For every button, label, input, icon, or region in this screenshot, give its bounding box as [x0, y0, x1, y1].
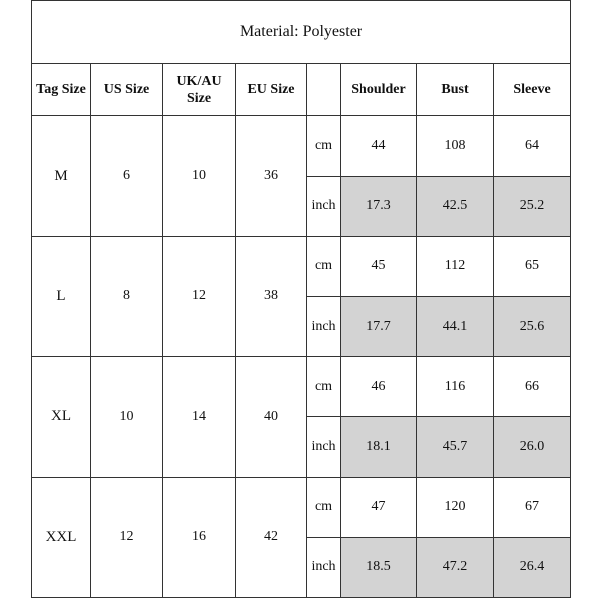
unit-cm-cell: cm	[307, 236, 341, 296]
shoulder-inch-cell: 18.1	[341, 417, 417, 477]
header-eu-size: EU Size	[236, 64, 307, 116]
header-uk-au-size	[163, 64, 236, 116]
unit-cm-cell: cm	[307, 357, 341, 417]
shoulder-cm-cell: 46	[341, 357, 417, 417]
tag-size-cell: XL	[32, 357, 91, 477]
bust-cm-cell: 120	[417, 477, 494, 537]
uk-size-cell: 12	[163, 236, 236, 356]
us-size-cell: 12	[91, 477, 163, 598]
bust-cm-cell: 116	[417, 357, 494, 417]
tag-size-cell: XXL	[32, 477, 91, 598]
bust-inch-cell: 47.2	[417, 537, 494, 597]
size-row-m-cm	[32, 116, 571, 176]
tag-size-cell: M	[32, 116, 91, 236]
bust-cm-cell: 112	[417, 236, 494, 296]
eu-size-cell: 40	[236, 357, 307, 477]
shoulder-inch-cell: 17.7	[341, 296, 417, 356]
sleeve-inch-cell: 26.4	[494, 537, 571, 597]
header-unit	[307, 64, 341, 116]
sleeve-inch-cell: 26.0	[494, 417, 571, 477]
size-row-l-cm	[32, 236, 571, 296]
unit-inch-cell: inch	[307, 296, 341, 356]
sleeve-inch-cell: 25.2	[494, 176, 571, 236]
shoulder-inch-cell: 18.5	[341, 537, 417, 597]
unit-cm-cell: cm	[307, 116, 341, 176]
tag-size-cell: L	[32, 236, 91, 356]
size-chart-table	[31, 0, 571, 598]
header-shoulder: Shoulder	[341, 64, 417, 116]
material-title: Material: Polyester	[32, 1, 571, 64]
uk-size-cell: 10	[163, 116, 236, 236]
header-sleeve: Sleeve	[494, 64, 571, 116]
header-uk-au-line1: UK/AU	[176, 73, 222, 89]
us-size-cell: 10	[91, 357, 163, 477]
us-size-cell: 8	[91, 236, 163, 356]
header-uk-au-line2: Size	[186, 90, 212, 106]
eu-size-cell: 38	[236, 236, 307, 356]
uk-size-cell: 14	[163, 357, 236, 477]
uk-size-cell: 16	[163, 477, 236, 598]
unit-inch-cell: inch	[307, 537, 341, 597]
bust-cm-cell: 108	[417, 116, 494, 176]
shoulder-cm-cell: 44	[341, 116, 417, 176]
sleeve-inch-cell: 25.6	[494, 296, 571, 356]
bust-inch-cell: 42.5	[417, 176, 494, 236]
sleeve-cm-cell: 67	[494, 477, 571, 537]
us-size-cell: 6	[91, 116, 163, 236]
bust-inch-cell: 45.7	[417, 417, 494, 477]
shoulder-cm-cell: 47	[341, 477, 417, 537]
header-us-size: US Size	[91, 64, 163, 116]
unit-inch-cell: inch	[307, 417, 341, 477]
shoulder-inch-cell: 17.3	[341, 176, 417, 236]
size-row-xl-cm	[32, 357, 571, 417]
sleeve-cm-cell: 64	[494, 116, 571, 176]
unit-cm-cell: cm	[307, 477, 341, 537]
header-bust: Bust	[417, 64, 494, 116]
header-tag-size: Tag Size	[32, 64, 91, 116]
unit-inch-cell: inch	[307, 176, 341, 236]
size-row-xxl-cm	[32, 477, 571, 537]
shoulder-cm-cell: 45	[341, 236, 417, 296]
bust-inch-cell: 44.1	[417, 296, 494, 356]
eu-size-cell: 36	[236, 116, 307, 236]
eu-size-cell: 42	[236, 477, 307, 598]
sleeve-cm-cell: 65	[494, 236, 571, 296]
sleeve-cm-cell: 66	[494, 357, 571, 417]
